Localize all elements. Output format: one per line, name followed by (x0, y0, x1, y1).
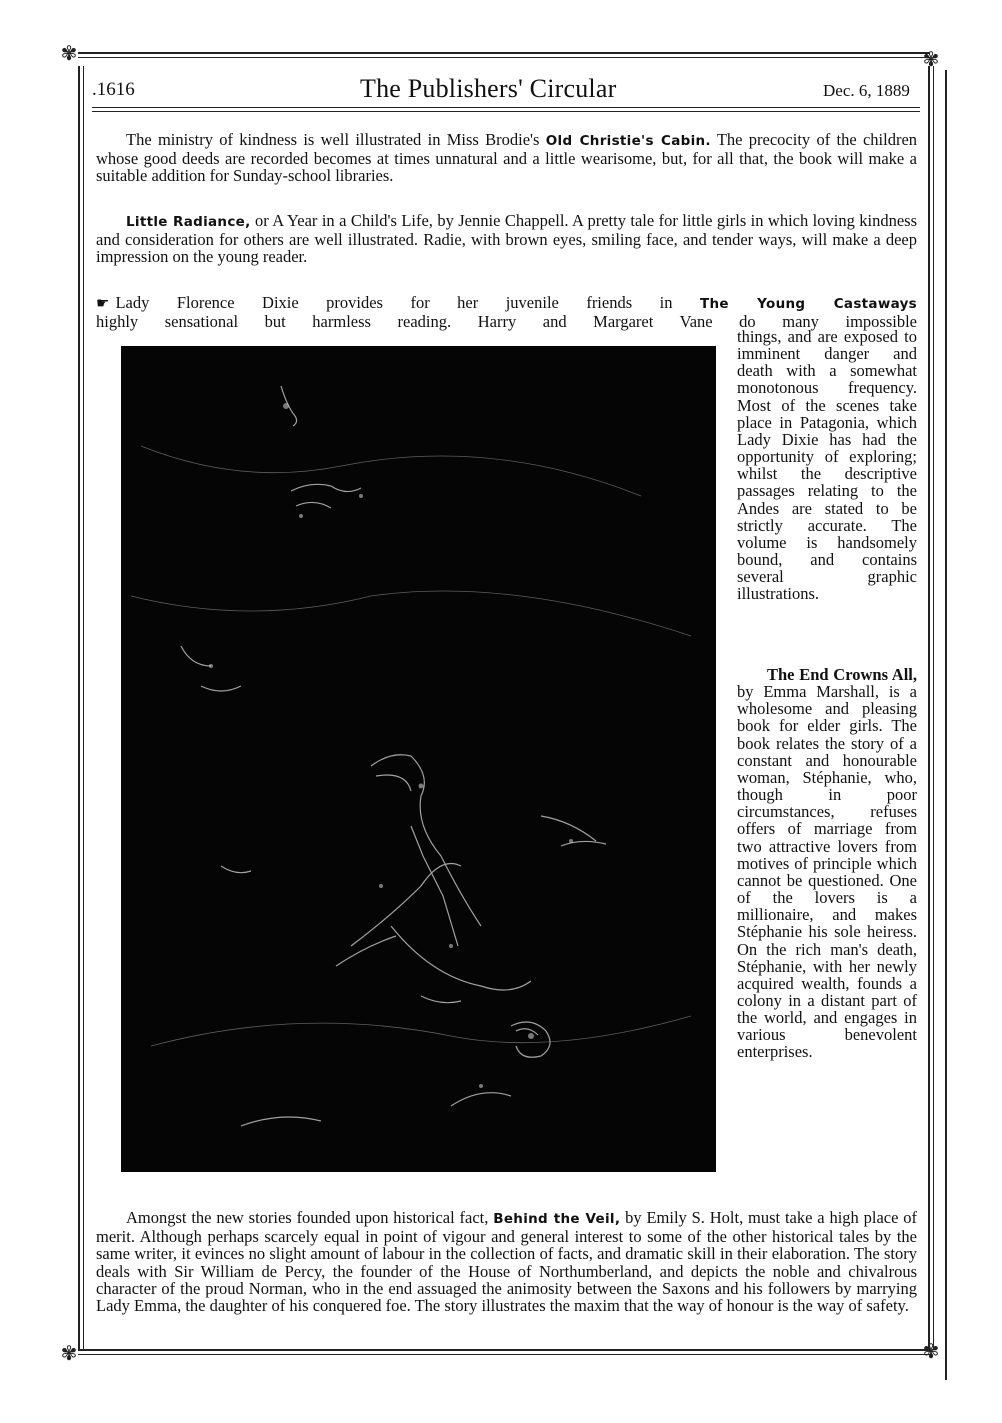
book-title: Behind the Veil, (493, 1211, 621, 1227)
review-body: The precocity of the children whose good deeds are recorded becomes at times unnatural and a little wearisome, but, for all that, the book will make a suitable addition for Sunday-school libraries. (96, 130, 918, 186)
header-rule (92, 107, 920, 108)
floral-ornament-icon: ✾ (922, 47, 940, 71)
review-lead: Amongst the new stories founded upon historical fact, (126, 1208, 489, 1227)
book-title: Little Radiance, (126, 214, 251, 230)
issue-date: Dec. 6, 1889 (823, 81, 910, 100)
right-rule-thin (933, 66, 934, 1349)
review-end-crowns-all (737, 666, 917, 1061)
review-body: or A Year in a Child's Life, by Jennie Chappell. A pretty tale for little girls in which loving kindness and consideration for others are well illustrated. Radie, with brown eyes, smiling face, and tender ways, will make a deep impression on the young reader. (96, 211, 918, 267)
review-lead: Lady Florence Dixie provides for her juvenile friends in (115, 293, 673, 312)
floral-ornament-icon: ✾ (60, 41, 78, 65)
header-rule-thin (92, 111, 920, 112)
page-number: .1616 (92, 79, 135, 100)
bottom-rule (78, 1349, 930, 1351)
right-edge-mark (945, 70, 947, 1380)
top-rule-thin (78, 57, 930, 58)
review-young-castaways-column: things, and are exposed to imminent danger and death with a somewhat monotonous frequency. Most of the scenes take place in Patagonia, which Lady Dixie has had the opportunity of exploring; whilst the descriptive passages relating to the Andes are stated to be strictly accurate. The volume is handsomely bound, and contains several graphic illustrations. (737, 327, 917, 604)
left-rule (78, 66, 80, 1349)
illustration-plate (121, 346, 716, 1172)
floral-ornament-icon: ✾ (60, 1341, 78, 1365)
review-little-radiance (96, 212, 917, 266)
right-rule (928, 66, 930, 1349)
book-title: The End Crowns All, (767, 665, 917, 684)
review-body: by Emily S. Holt, must take a high place of merit. Although perhaps scarcely equal in point of vigour and general interest to some of the other historical tales by the same writer, it evinces no slight amount of labour in the collection of facts, and dramatic skill in their elaboration. The story deals with Sir William de Percy, the founder of the House of Northumberland, and depicts the noble and chivalrous character of the proud Norman, who in the end assuaged the animosity between the Saxons and his followers by marrying Lady Emma, the daughter of his conquered foe. The story illustrates the maxim that the way of honour is the way of safety. (96, 1208, 917, 1316)
left-rule-thin (83, 66, 84, 1349)
engraved-illustration (121, 346, 716, 1172)
review-young-castaways (96, 294, 917, 330)
top-rule (78, 52, 930, 54)
pointing-hand-icon: ☛ (96, 294, 110, 312)
book-title: Old Christie's Cabin. (545, 133, 711, 149)
review-old-christies-cabin (96, 131, 917, 185)
review-lead: The ministry of kindness is well illustrated in Miss Brodie's (126, 130, 540, 149)
book-title: The Young Castaways (699, 296, 918, 312)
journal-title: The Publishers' Circular (360, 74, 617, 103)
review-line-2: highly sensational but harmless reading. Harry and Margaret Vane do many impossible (96, 312, 917, 332)
review-behind-the-veil (96, 1209, 917, 1314)
bottom-rule-thin (78, 1354, 930, 1355)
review-body: by Emma Marshall, is a wholesome and pleasing book for elder girls. The book relates the story of a constant and honourable woman, Stéphanie, who, though in poor circumstances, refuses offers of marriage from two attractive lovers from motives of principle which cannot be questioned. One of the lovers is a millionaire, and makes Stéphanie his sole heiress. On the rich man's death, Stéphanie, with her newly acquired wealth, founds a colony in a distant part of the world, and engages in various benevolent enterprises. (737, 682, 917, 1062)
floral-ornament-icon: ✾ (922, 1339, 940, 1363)
